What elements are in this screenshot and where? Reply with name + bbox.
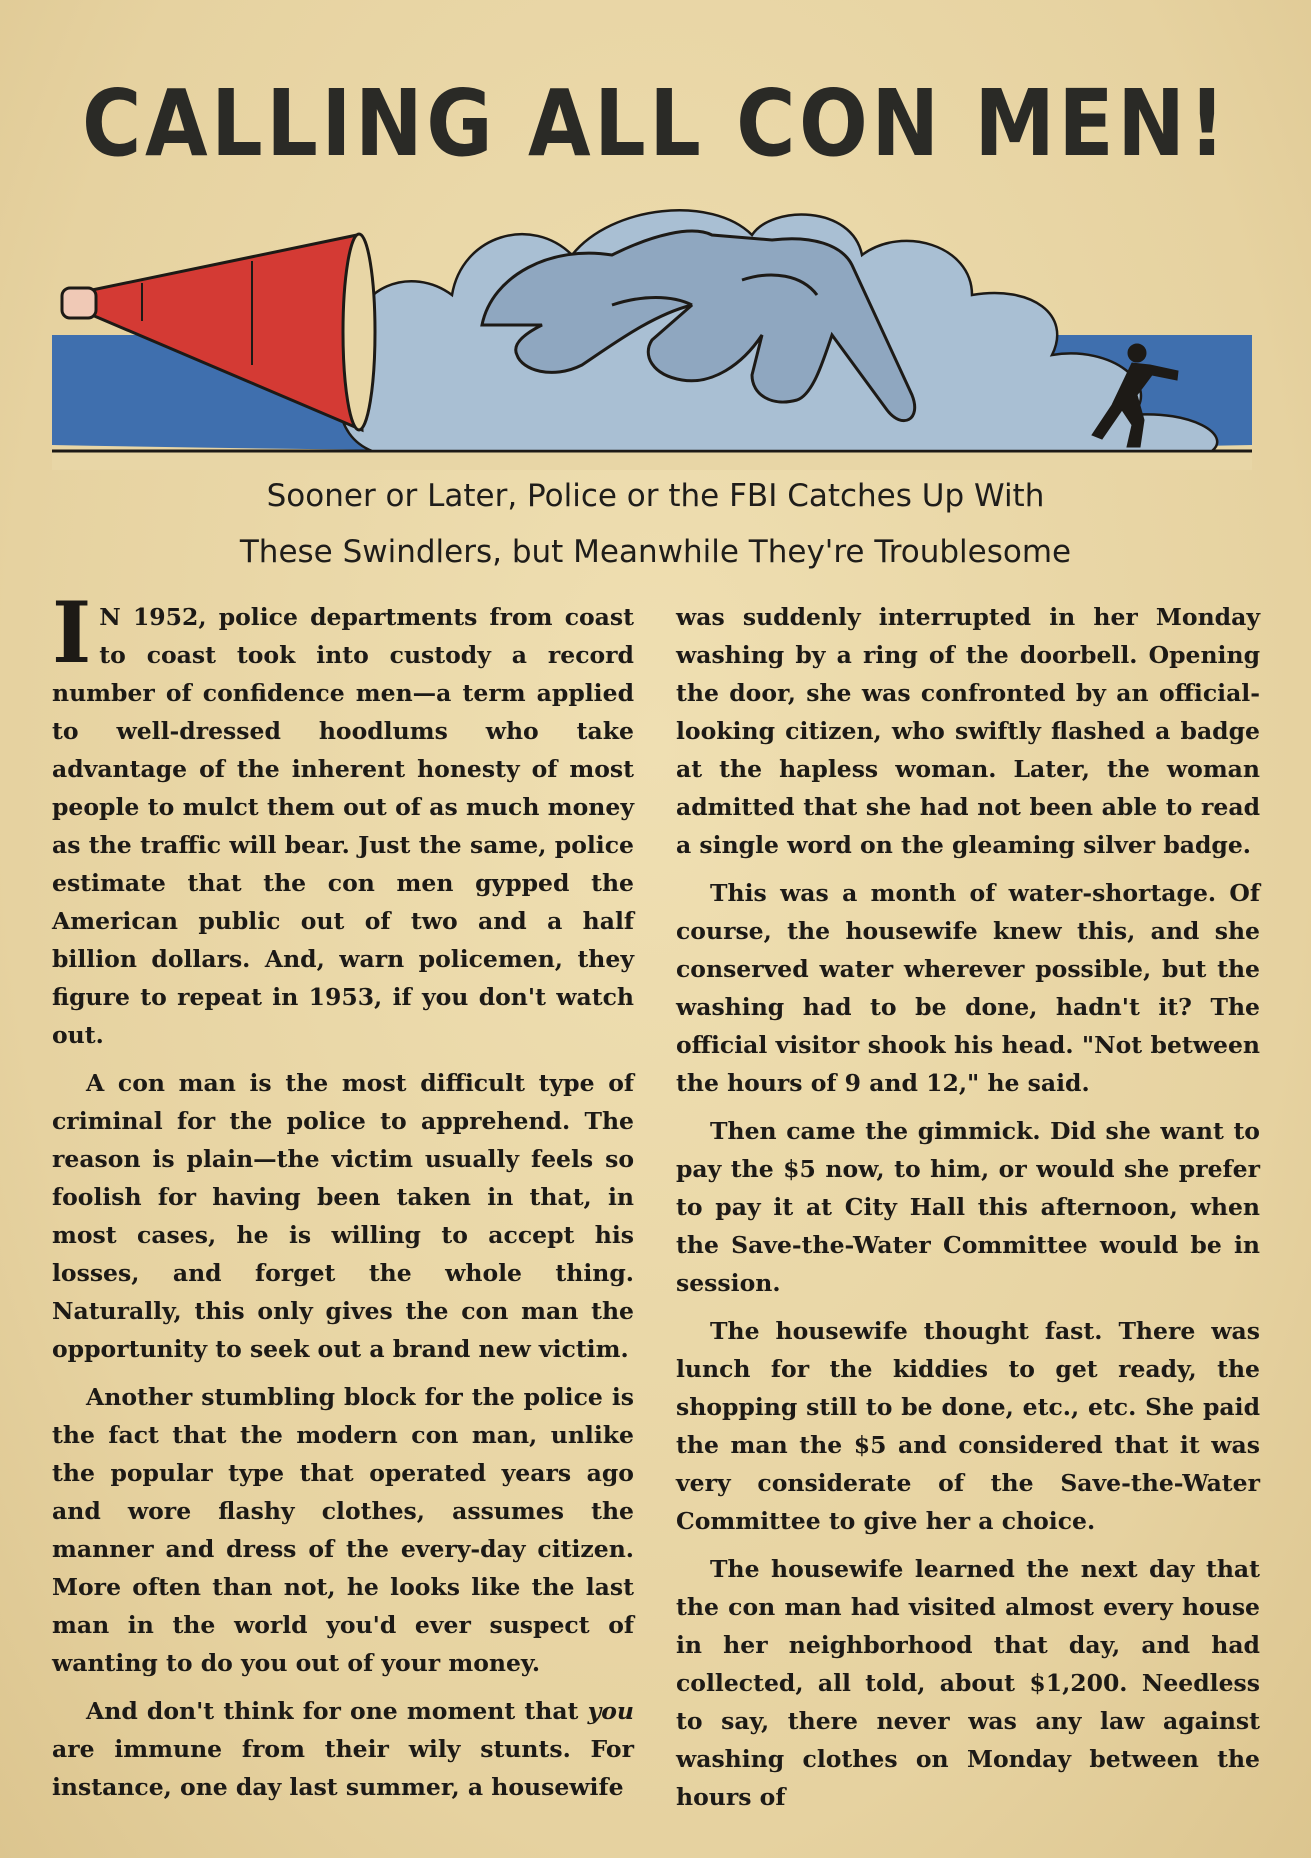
article-column-left	[52, 583, 634, 1816]
paragraph-2: A con man is the most difficult type of criminal for the police to apprehend. The reason is plain—the victim usually feels so foolish for having been taken in that, in most cases, he is willing to accept his losses, and forget the whole thing. Naturally, this only gives the con man the opportunity to seek out a brand new victim.	[52, 1069, 634, 1363]
subhead-line-2: These Swindlers, but Meanwhile They're Troublesome	[239, 534, 1072, 570]
paragraph-4-rest: are immune from their wily stunts. For instance, one day last summer, a housewife	[52, 1735, 634, 1801]
paragraph-1-text: N 1952, police departments from coast to coast took into custody a record number of confidence men—a term applied to well-dressed hoodlums who take advantage of the inherent honesty of most people to mulct them out of as much money as the traffic will bear. Just the same, police estimate that the con men gypped the American public out of two and a half billion dollars. And, warn policemen, they figure to repeat in 1953, if you don't watch out.	[52, 603, 634, 1049]
paragraph-4-start: And don't think for one moment that	[86, 1697, 579, 1725]
paragraph-8: The housewife thought fast. There was lunch for the kiddies to get ready, the shopping still to be done, etc., etc. She paid the man the $5 and considered that it was very considerate of the Save-the-Water Committee to give her a choice.	[676, 1317, 1260, 1535]
subhead-line-1: Sooner or Later, Police or the FBI Catches Up With	[266, 478, 1045, 514]
paragraph-9: The housewife learned the next day that the con man had visited almost every house in her neighborhood that day, and had collected, all told, about $1,200. Needless to say, there never was any law against washing clothes on Monday between the hours of	[676, 1555, 1260, 1811]
paragraph-1	[52, 583, 634, 1054]
subheadline	[0, 468, 1311, 580]
article-column-right	[676, 598, 1260, 1826]
paragraph-4	[52, 1692, 634, 1806]
paragraph-6: This was a month of water-shortage. Of course, the housewife knew this, and she conserved water wherever possible, but the washing had to be done, hadn't it? The official visitor shook his head. "Not between the hours of 9 and 12," he said.	[676, 879, 1260, 1097]
drop-cap: I	[52, 583, 92, 682]
paragraph-3: Another stumbling block for the police is the fact that the modern con man, unlike the popular type that operated years ago and wore flashy clothes, assumes the manner and dress of the every-day citizen. More often than not, he looks like the last man in the world you'd ever suspect of wanting to do you out of your money.	[52, 1383, 634, 1677]
megaphone-hand-illustration	[52, 195, 1252, 470]
headline: CALLING ALL CON MEN!	[82, 70, 1229, 177]
paragraph-5: was suddenly interrupted in her Monday washing by a ring of the doorbell. Opening the door, she was confronted by an official-looking citizen, who swiftly flashed a badge at the hapless woman. Later, the woman admitted that she had not been able to read a single word on the gleaming silver badge.	[676, 603, 1260, 859]
emphasis-you: you	[587, 1697, 634, 1725]
paragraph-7: Then came the gimmick. Did she want to pay the $5 now, to him, or would she prefer to pay it at City Hall this afternoon, when the Save-the-Water Committee would be in session.	[676, 1117, 1260, 1297]
